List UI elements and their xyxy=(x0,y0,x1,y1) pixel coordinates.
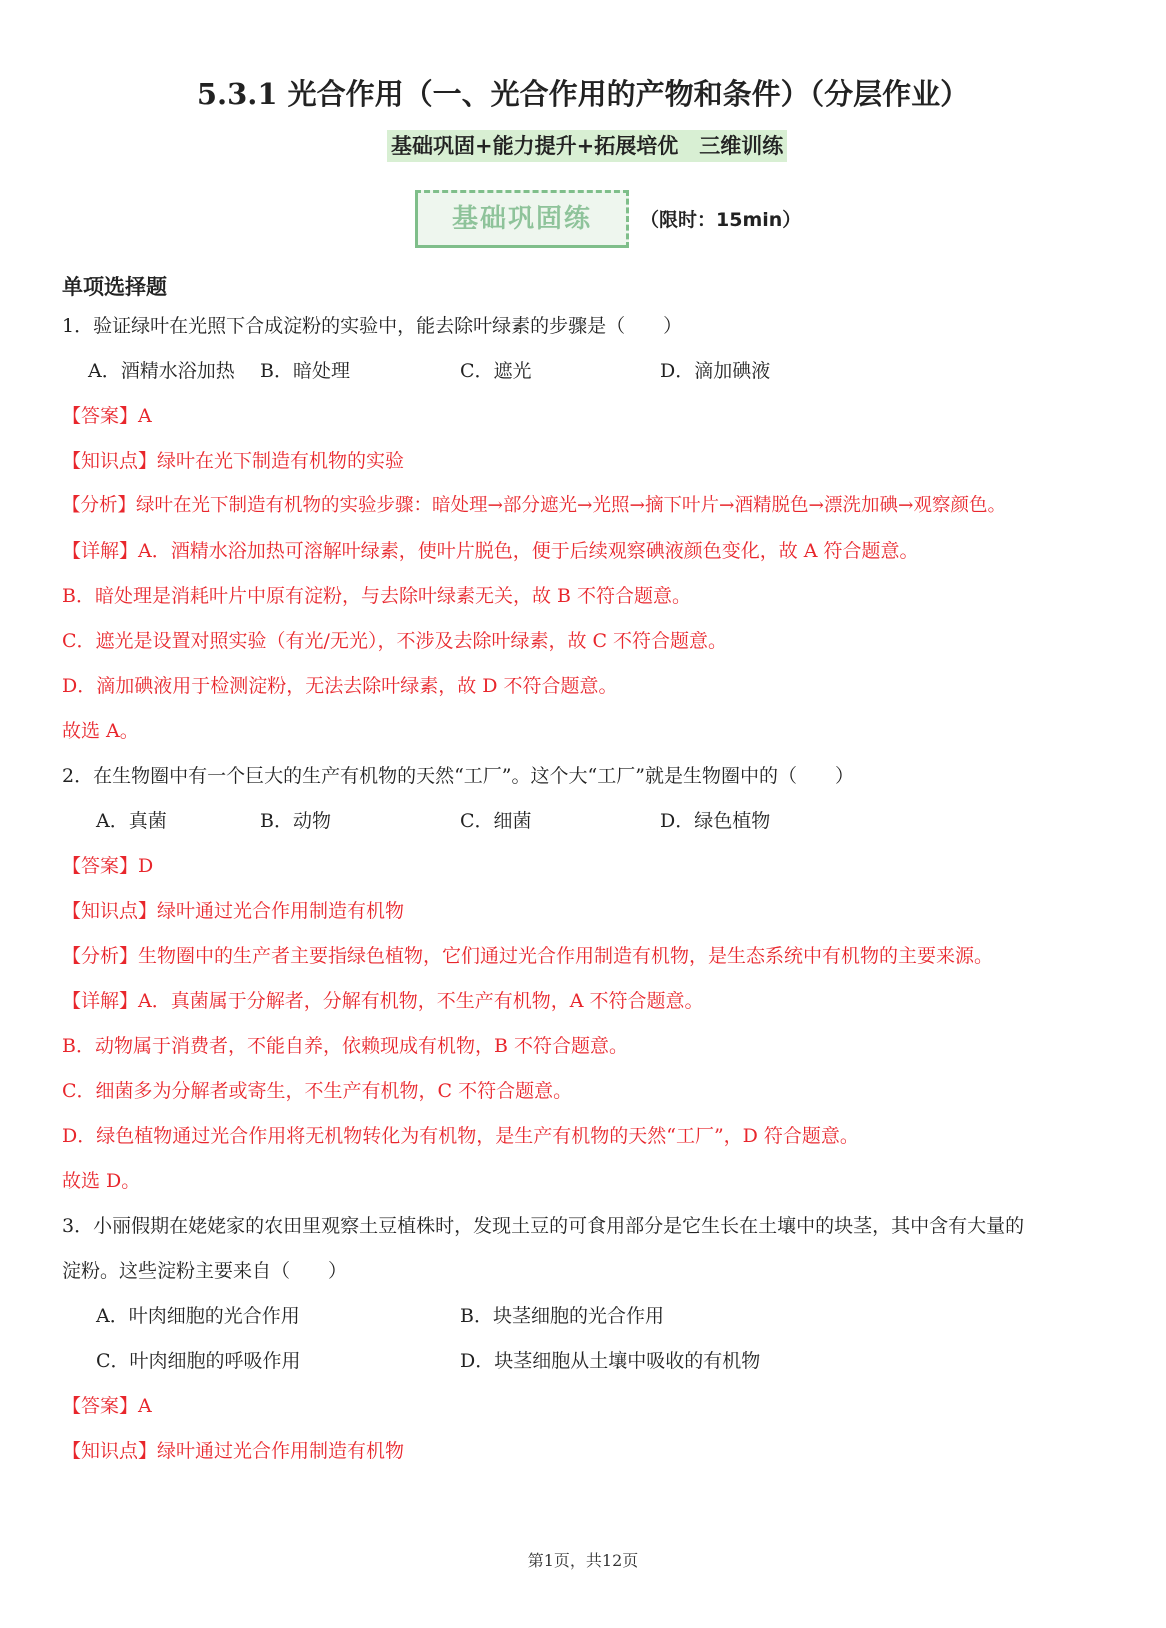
q1-option-a: A．酒精水浴加热 xyxy=(88,360,235,382)
q3-option-c: C．叶肉细胞的呼吸作用 xyxy=(96,1350,301,1372)
badge-label: 基础巩固练 xyxy=(451,204,592,234)
q3-answer: 【答案】A xyxy=(62,1395,152,1417)
q2-detail-c: C．细菌多为分解者或寄生，不生产有机物，C 不符合题意。 xyxy=(62,1080,573,1102)
question-3-stem-line-2: 淀粉。这些淀粉主要来自（ ） xyxy=(62,1260,348,1282)
q1-option-d: D．滴加碘液 xyxy=(660,360,771,382)
q3-option-a: A．叶肉细胞的光合作用 xyxy=(96,1305,300,1327)
q2-answer: 【答案】D xyxy=(62,855,154,877)
q1-option-c: C．遮光 xyxy=(460,360,532,382)
q1-answer: 【答案】A xyxy=(62,405,152,427)
q2-detail-b: B．动物属于消费者，不能自养，依赖现成有机物，B 不符合题意。 xyxy=(62,1035,628,1057)
q1-detail-d: D．滴加碘液用于检测淀粉，无法去除叶绿素，故 D 不符合题意。 xyxy=(62,675,618,697)
q2-conclusion: 故选 D。 xyxy=(62,1170,141,1192)
q2-option-a: A．真菌 xyxy=(96,810,167,832)
q2-option-d: D．绿色植物 xyxy=(660,810,771,832)
basic-practice-badge xyxy=(415,190,627,246)
q3-option-d: D．块茎细胞从土壤中吸收的有机物 xyxy=(460,1350,761,1372)
q2-knowledge-point: 【知识点】绿叶通过光合作用制造有机物 xyxy=(62,900,405,922)
time-limit: （限时：15min） xyxy=(640,209,802,231)
q1-detail-a: 【详解】A．酒精水浴加热可溶解叶绿素，使叶片脱色，便于后续观察碘液颜色变化，故 A 符合题意。 xyxy=(62,540,919,562)
q1-conclusion: 故选 A。 xyxy=(62,720,139,742)
page-title: 5.3.1 光合作用（一、光合作用的产物和条件）（分层作业） xyxy=(196,77,970,111)
section-title: 单项选择题 xyxy=(62,275,167,299)
q2-detail-a: 【详解】A．真菌属于分解者，分解有机物，不生产有机物，A 不符合题意。 xyxy=(62,990,704,1012)
question-1-stem: 1．验证绿叶在光照下合成淀粉的实验中，能去除叶绿素的步骤是（ ） xyxy=(62,315,683,337)
question-2-stem: 2．在生物圈中有一个巨大的生产有机物的天然“工厂”。这个大“工厂”就是生物圈中的（ ） xyxy=(62,765,854,787)
q1-detail-b: B．暗处理是消耗叶片中原有淀粉，与去除叶绿素无关，故 B 不符合题意。 xyxy=(62,585,692,607)
q1-analysis: 【分析】绿叶在光下制造有机物的实验步骤：暗处理→部分遮光→光照→摘下叶片→酒精脱色→漂洗加碘→观察颜色。 xyxy=(62,495,1007,516)
q2-analysis: 【分析】生物圈中的生产者主要指绿色植物，它们通过光合作用制造有机物，是生态系统中有机物的主要来源。 xyxy=(62,945,994,967)
q1-knowledge-point: 【知识点】绿叶在光下制造有机物的实验 xyxy=(62,450,405,472)
q1-option-b: B．暗处理 xyxy=(260,360,350,382)
q2-option-c: C．细菌 xyxy=(460,810,532,832)
q1-detail-c: C．遮光是设置对照实验（有光/无光），不涉及去除叶绿素，故 C 不符合题意。 xyxy=(62,630,728,652)
q2-detail-d: D．绿色植物通过光合作用将无机物转化为有机物，是生产有机物的天然“工厂”，D 符合题意。 xyxy=(62,1125,859,1147)
subtitle-banner: 基础巩固+能力提升+拓展培优 三维训练 xyxy=(387,130,787,162)
q3-option-b: B．块茎细胞的光合作用 xyxy=(460,1305,664,1327)
question-3-stem-line-1: 3．小丽假期在姥姥家的农田里观察土豆植株时，发现土豆的可食用部分是它生长在土壤中的块茎，其中含有大量的 xyxy=(62,1215,1025,1237)
page-number: 第1页，共12页 xyxy=(527,1551,639,1570)
q3-knowledge-point: 【知识点】绿叶通过光合作用制造有机物 xyxy=(62,1440,405,1462)
q2-option-b: B．动物 xyxy=(260,810,331,832)
